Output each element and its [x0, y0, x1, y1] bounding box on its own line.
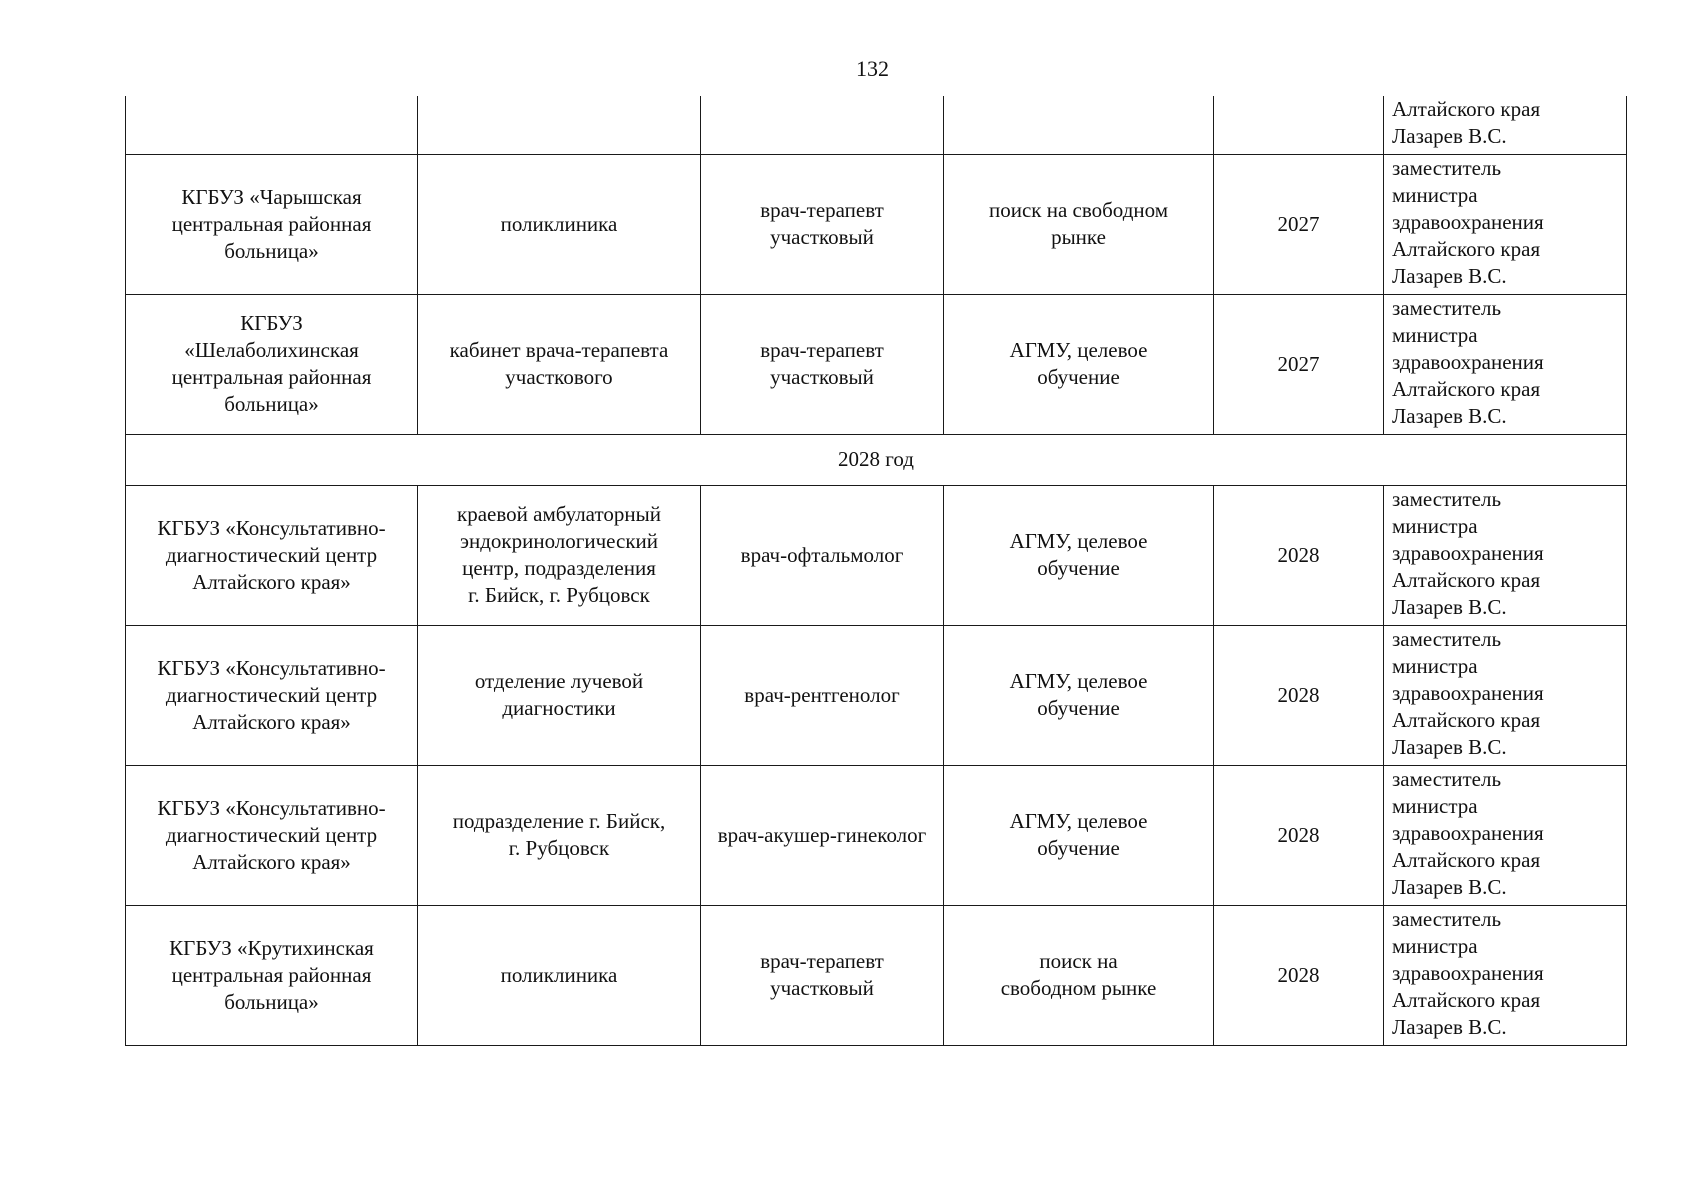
page-number: 132 — [856, 56, 889, 81]
year-cell — [1214, 485, 1384, 625]
position-cell — [701, 154, 944, 294]
organization-text: КГБУЗ «Консультативно- диагностический центр Алтайского края» — [157, 795, 386, 874]
year-cell — [1214, 96, 1384, 154]
source-text: АГМУ, целевое обучение — [1009, 669, 1148, 720]
unit-text: кабинет врача-терапевта участкового — [449, 338, 669, 389]
organization-cell — [126, 96, 418, 154]
position-text: врач-терапевт участковый — [760, 198, 884, 249]
year-heading-row — [126, 434, 1627, 485]
organization-text: КГБУЗ «Шелаболихинская центральная районная больница» — [171, 311, 372, 416]
source-text: поиск на свободном рынке — [988, 198, 1169, 249]
table-row — [126, 625, 1627, 765]
year-heading: 2028 год — [126, 434, 1627, 485]
responsible-text: заместитель министра здравоохранения Алтайского края Лазарев В.С. — [1392, 295, 1544, 428]
table-row-continuation — [126, 96, 1627, 154]
organization-cell — [126, 765, 418, 905]
year-text: 2027 — [1277, 351, 1320, 376]
unit-cell — [418, 154, 701, 294]
source-cell — [944, 154, 1214, 294]
organization-cell — [126, 625, 418, 765]
table-row — [126, 294, 1627, 434]
year-text: 2028 — [1277, 542, 1320, 567]
source-cell — [944, 625, 1214, 765]
year-cell — [1214, 294, 1384, 434]
year-text: 2028 — [1277, 962, 1320, 987]
responsible-cell — [1384, 96, 1627, 154]
responsible-cell — [1384, 905, 1627, 1045]
year-cell — [1214, 625, 1384, 765]
table-row — [126, 485, 1627, 625]
position-cell — [701, 294, 944, 434]
responsible-text: заместитель министра здравоохранения Алтайского края Лазарев В.С. — [1392, 626, 1544, 759]
position-text: врач-терапевт участковый — [760, 338, 884, 389]
organization-text: КГБУЗ «Консультативно- диагностический центр Алтайского края» — [157, 655, 386, 734]
organization-cell — [126, 294, 418, 434]
unit-cell — [418, 625, 701, 765]
year-cell — [1214, 905, 1384, 1045]
table-row — [126, 905, 1627, 1045]
source-cell — [944, 485, 1214, 625]
year-cell — [1214, 154, 1384, 294]
unit-text: отделение лучевой диагностики — [474, 669, 644, 720]
position-cell — [701, 625, 944, 765]
organization-cell — [126, 485, 418, 625]
position-text: врач-рентгенолог — [744, 682, 900, 707]
organization-text: КГБУЗ «Консультативно- диагностический центр Алтайского края» — [157, 515, 386, 594]
unit-text: поликлиника — [500, 962, 618, 987]
responsible-cell — [1384, 154, 1627, 294]
responsible-text: заместитель министра здравоохранения Алтайского края Лазарев В.С. — [1392, 766, 1544, 899]
unit-text: поликлиника — [500, 211, 618, 236]
source-text: поиск на свободном рынке — [1000, 949, 1157, 1000]
position-cell — [701, 485, 944, 625]
source-cell — [944, 294, 1214, 434]
unit-text: подразделение г. Бийск, г. Рубцовск — [452, 809, 666, 860]
source-cell — [944, 765, 1214, 905]
staffing-plan-table — [125, 96, 1627, 1046]
responsible-cell — [1384, 485, 1627, 625]
unit-cell — [418, 485, 701, 625]
year-text: 2028 — [1277, 822, 1320, 847]
table-row — [126, 154, 1627, 294]
position-text: врач-акушер-гинеколог — [717, 822, 927, 847]
unit-cell — [418, 905, 701, 1045]
responsible-cell — [1384, 625, 1627, 765]
year-text: 2027 — [1277, 211, 1320, 236]
responsible-text: заместитель министра здравоохранения Алтайского края Лазарев В.С. — [1392, 486, 1544, 619]
year-cell — [1214, 765, 1384, 905]
responsible-cell — [1384, 765, 1627, 905]
organization-cell — [126, 154, 418, 294]
unit-cell — [418, 765, 701, 905]
source-text: АГМУ, целевое обучение — [1009, 809, 1148, 860]
position-text: врач-офтальмолог — [740, 542, 904, 567]
position-cell — [701, 96, 944, 154]
responsible-text: заместитель министра здравоохранения Алтайского края Лазарев В.С. — [1392, 906, 1544, 1039]
position-cell — [701, 765, 944, 905]
responsible-cell — [1384, 294, 1627, 434]
position-cell — [701, 905, 944, 1045]
unit-cell — [418, 96, 701, 154]
organization-text: КГБУЗ «Чарышская центральная районная больница» — [171, 184, 372, 263]
table-row — [126, 765, 1627, 905]
source-text: АГМУ, целевое обучение — [1009, 529, 1148, 580]
responsible-text: Алтайского края Лазарев В.С. — [1392, 97, 1541, 148]
responsible-text: заместитель министра здравоохранения Алтайского края Лазарев В.С. — [1392, 155, 1544, 288]
source-cell — [944, 905, 1214, 1045]
unit-text: краевой амбулаторный эндокринологический центр, подразделения г. Бийск, г. Рубцовск — [457, 502, 661, 607]
organization-text: КГБУЗ «Крутихинская центральная районная больница» — [169, 935, 374, 1014]
source-text: АГМУ, целевое обучение — [1009, 338, 1148, 389]
unit-cell — [418, 294, 701, 434]
source-cell — [944, 96, 1214, 154]
organization-cell — [126, 905, 418, 1045]
year-text: 2028 — [1277, 682, 1320, 707]
position-text: врач-терапевт участковый — [760, 949, 884, 1000]
